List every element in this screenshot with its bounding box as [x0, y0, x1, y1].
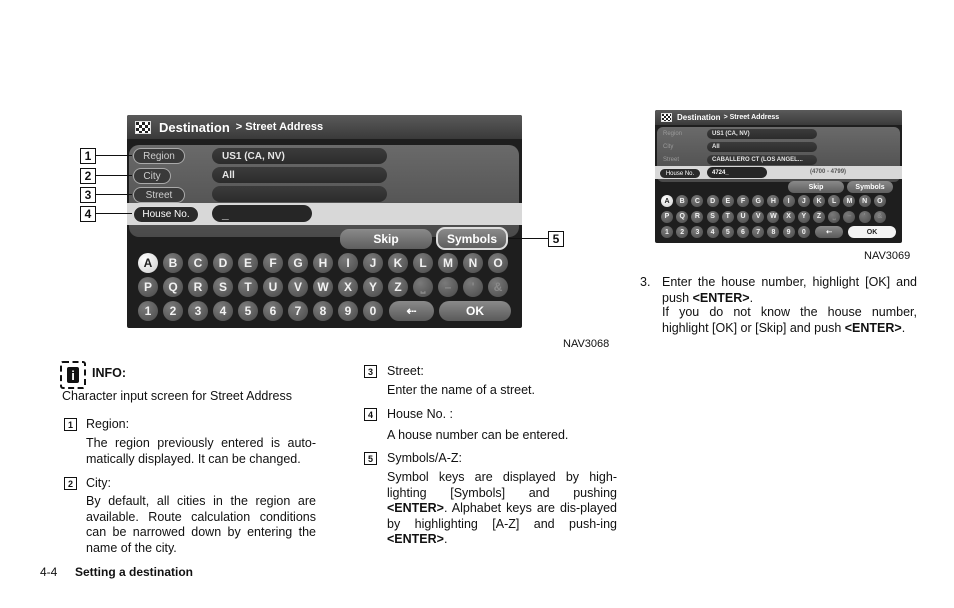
key-char[interactable]: I — [783, 195, 795, 207]
key-digit[interactable]: 5 — [238, 301, 258, 321]
key-char[interactable]: D — [707, 195, 719, 207]
key-char[interactable]: B — [676, 195, 688, 207]
house-number-input[interactable]: 4724_ — [707, 167, 767, 178]
key-digit[interactable]: 3 — [188, 301, 208, 321]
street-value: CABALLERO CT (LOS ANGEL... — [707, 155, 817, 165]
key-char[interactable]: F — [737, 195, 749, 207]
key-digit[interactable]: 3 — [691, 226, 703, 238]
callout-5: 5 — [548, 231, 564, 247]
item-body-1: The region previously entered is auto-matically displayed. It can be changed. — [86, 436, 316, 466]
backspace-key[interactable]: ⇠ — [389, 301, 434, 321]
item-title-1: Region: — [86, 417, 130, 431]
item-title-4: House No. : — [387, 407, 454, 421]
key-char[interactable]: P — [661, 211, 673, 223]
key-char[interactable]: – — [438, 277, 458, 297]
skip-button[interactable]: Skip — [340, 229, 432, 249]
house-number-input[interactable]: _ — [212, 205, 312, 222]
city-label[interactable]: City — [663, 143, 674, 150]
ok-key[interactable]: OK — [439, 301, 511, 321]
key-char[interactable]: O — [488, 253, 508, 273]
key-char[interactable]: X — [783, 211, 795, 223]
key-digit[interactable]: 8 — [767, 226, 779, 238]
key-digit[interactable]: 2 — [163, 301, 183, 321]
key-char[interactable]: T — [238, 277, 258, 297]
key-char[interactable]: V — [288, 277, 308, 297]
key-digit[interactable]: 6 — [263, 301, 283, 321]
key-digit[interactable]: 0 — [798, 226, 810, 238]
key-digit[interactable]: 4 — [213, 301, 233, 321]
key-digit[interactable]: 7 — [288, 301, 308, 321]
key-char[interactable]: E — [722, 195, 734, 207]
item-body-4: A house number can be entered. — [387, 428, 569, 442]
key-digit[interactable]: 7 — [752, 226, 764, 238]
key-char[interactable]: S — [213, 277, 233, 297]
item-body-5-part-c: . — [443, 532, 448, 546]
step-3-line-c: If you do not know the house number, highlight [OK] or [Skip] and push — [662, 305, 917, 335]
key-char[interactable]: K — [388, 253, 408, 273]
key-char[interactable]: H — [767, 195, 779, 207]
info-intro: Character input screen for Street Address — [62, 389, 292, 403]
callout-3: 3 — [80, 187, 96, 203]
step-3-line-d: . — [901, 320, 906, 335]
callout-1: 1 — [80, 148, 96, 164]
key-char[interactable]: K — [813, 195, 825, 207]
key-digit[interactable]: 6 — [737, 226, 749, 238]
key-char[interactable]: ⎵ — [413, 277, 433, 297]
key-digit[interactable]: 2 — [676, 226, 688, 238]
callout-5-leader — [508, 238, 548, 239]
ok-key[interactable]: OK — [848, 226, 896, 238]
key-digit[interactable]: 5 — [722, 226, 734, 238]
street-label[interactable]: Street — [663, 156, 680, 163]
street-label[interactable]: Street — [133, 187, 185, 203]
key-digit[interactable]: 1 — [138, 301, 158, 321]
screen-subtitle: > Street Address — [723, 114, 780, 121]
house-number-label[interactable]: House No. — [133, 206, 199, 223]
key-char[interactable]: ' — [463, 277, 483, 297]
info-icon: i — [60, 361, 86, 389]
key-char[interactable]: R — [691, 211, 703, 223]
item-number-1: 1 — [64, 418, 77, 431]
step-3-line-b: . — [749, 290, 754, 305]
figure-caption-1: NAV3068 — [563, 338, 610, 350]
callout-4: 4 — [80, 206, 96, 222]
section-title: Setting a destination — [75, 565, 194, 579]
key-char[interactable]: & — [874, 211, 886, 223]
item-body-5-part-b: . Alphabet keys are dis-played by highlighting [A-Z] and push-ing — [387, 501, 617, 531]
key-digit[interactable]: 0 — [363, 301, 383, 321]
backspace-key[interactable]: ⇠ — [815, 226, 843, 238]
key-char[interactable]: C — [691, 195, 703, 207]
item-number-2: 2 — [64, 477, 77, 490]
house-number-range: (4700 - 4799) — [810, 169, 847, 175]
checkered-flag-icon — [135, 121, 151, 134]
key-char[interactable]: W — [767, 211, 779, 223]
key-char[interactable]: P — [138, 277, 158, 297]
key-char[interactable]: J — [798, 195, 810, 207]
item-number-3: 3 — [364, 365, 377, 378]
key-char[interactable]: Y — [798, 211, 810, 223]
key-char[interactable]: N — [463, 253, 483, 273]
key-char[interactable]: C — [188, 253, 208, 273]
item-title-3: Street: — [387, 364, 424, 378]
key-char[interactable]: E — [238, 253, 258, 273]
callout-2-leader — [96, 175, 132, 176]
key-char[interactable]: S — [707, 211, 719, 223]
callout-2: 2 — [80, 168, 96, 184]
callout-1-leader — [96, 155, 132, 156]
item-body-5 — [387, 470, 617, 548]
step-3-line-a: Enter the house number, highlight [OK] and push — [662, 275, 917, 305]
screen-title-bar — [127, 115, 522, 139]
key-char[interactable]: X — [338, 277, 358, 297]
key-digit[interactable]: 8 — [313, 301, 333, 321]
item-title-2: City: — [86, 476, 111, 490]
key-char[interactable]: L — [828, 195, 840, 207]
region-label[interactable]: Region — [663, 130, 683, 137]
key-char[interactable]: J — [363, 253, 383, 273]
key-char[interactable]: I — [338, 253, 358, 273]
street-address-screen-small — [655, 110, 902, 243]
city-value: All — [212, 167, 387, 183]
key-char[interactable]: A — [661, 195, 673, 207]
key-char[interactable]: G — [288, 253, 308, 273]
page-number: 4-4 — [40, 565, 58, 579]
enter-key-label: <ENTER> — [844, 320, 902, 335]
key-char[interactable]: U — [737, 211, 749, 223]
key-char[interactable]: Z — [388, 277, 408, 297]
street-value — [212, 186, 387, 202]
enter-key-label: <ENTER> — [387, 532, 444, 546]
street-address-screen-large — [127, 115, 522, 328]
step-3-text — [662, 275, 917, 306]
region-label[interactable]: Region — [133, 148, 185, 164]
key-char[interactable]: W — [313, 277, 333, 297]
key-char[interactable]: V — [752, 211, 764, 223]
symbols-button[interactable]: Symbols — [436, 227, 508, 250]
item-number-4: 4 — [364, 408, 377, 421]
screen-title-bar — [655, 110, 902, 125]
item-body-2: By default, all cities in the region are available. Route calculation conditions can be narrowed down by entering the name of the city. — [86, 494, 316, 555]
key-char[interactable]: U — [263, 277, 283, 297]
key-char[interactable]: D — [213, 253, 233, 273]
screen-title: Destination — [677, 113, 721, 122]
region-value: US1 (CA, NV) — [707, 129, 817, 139]
checkered-flag-icon — [661, 113, 672, 122]
skip-button[interactable]: Skip — [788, 181, 844, 193]
key-char[interactable]: ' — [859, 211, 871, 223]
key-char[interactable]: Q — [676, 211, 688, 223]
key-digit[interactable]: 9 — [783, 226, 795, 238]
key-char[interactable]: R — [188, 277, 208, 297]
symbols-button[interactable]: Symbols — [847, 181, 893, 193]
item-title-5: Symbols/A-Z: — [387, 451, 463, 465]
key-char[interactable]: N — [859, 195, 871, 207]
item-number-5: 5 — [364, 452, 377, 465]
key-digit[interactable]: 9 — [338, 301, 358, 321]
key-char[interactable]: F — [263, 253, 283, 273]
house-number-label[interactable]: House No. — [659, 168, 701, 179]
key-char[interactable]: B — [163, 253, 183, 273]
info-heading: INFO: — [92, 366, 127, 380]
item-body-3: Enter the name of a street. — [387, 383, 535, 397]
screen-subtitle: > Street Address — [235, 121, 324, 133]
key-char[interactable]: – — [843, 211, 855, 223]
city-label[interactable]: City — [133, 168, 171, 184]
key-char[interactable]: L — [413, 253, 433, 273]
key-digit[interactable]: 1 — [661, 226, 673, 238]
item-body-5-part-a: Symbol keys are displayed by high-lighting [Symbols] and pushing — [387, 470, 617, 500]
key-char[interactable]: A — [138, 253, 158, 273]
enter-key-label: <ENTER> — [692, 290, 750, 305]
step-number-3: 3. — [640, 275, 651, 289]
callout-4-leader — [96, 213, 132, 214]
key-char[interactable]: M — [843, 195, 855, 207]
key-digit[interactable]: 4 — [707, 226, 719, 238]
key-char[interactable]: G — [752, 195, 764, 207]
figure-caption-2: NAV3069 — [864, 250, 911, 262]
enter-key-label: <ENTER> — [387, 501, 444, 515]
key-char[interactable]: Z — [813, 211, 825, 223]
key-char[interactable]: M — [438, 253, 458, 273]
screen-title: Destination — [159, 119, 230, 135]
key-char[interactable]: O — [874, 195, 886, 207]
key-char[interactable]: & — [488, 277, 508, 297]
step-3-note — [662, 305, 917, 336]
callout-3-leader — [96, 194, 132, 195]
key-char[interactable]: Y — [363, 277, 383, 297]
city-value: All — [707, 142, 817, 152]
key-char[interactable]: T — [722, 211, 734, 223]
key-char[interactable]: ⎵ — [828, 211, 840, 223]
key-char[interactable]: Q — [163, 277, 183, 297]
key-char[interactable]: H — [313, 253, 333, 273]
region-value: US1 (CA, NV) — [212, 148, 387, 164]
